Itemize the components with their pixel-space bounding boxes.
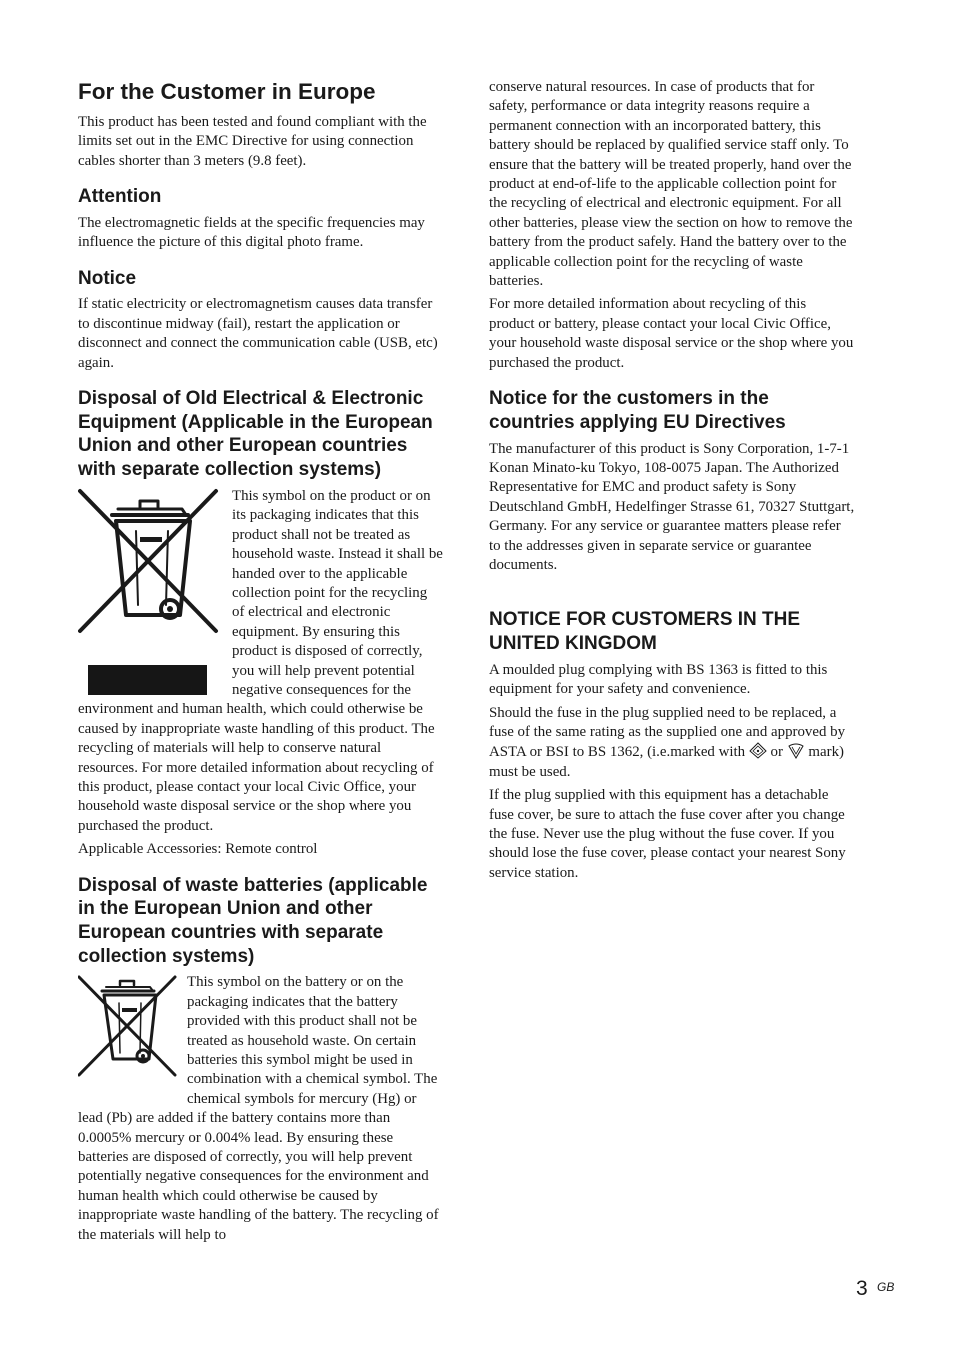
uk-fuse-text-a: Should the fuse in the plug supplied need to be replaced, a fuse of the same rating as the supplied one and approved by ASTA or BSI to BS 1362, (i.e.marked with (489, 704, 846, 761)
weee-bin-icon (78, 487, 232, 699)
eu-directives-text: The manufacturer of this product is Sony Corporation, 1-7-1 Konan Minato-ku Tokyo, 108-0075 Japan. The Authorized Representative for EMC and product safety is Sony Deutschland GmbH, Hedelfinger Strasse 61, 70327 Stuttgart, Germany. For any service or guarantee matters please refer to the addresses given in separate service or guarantee documents. (489, 440, 855, 573)
right-column (489, 78, 855, 887)
bsi-kitemark-icon (787, 742, 805, 759)
battery-bin-icon (78, 973, 187, 1093)
marking-bar (88, 665, 207, 695)
batteries-text: This symbol on the battery or on the packaging indicates that the battery provided with this product shall not be treated as household waste. On certain batteries this symbol might be used in combination with a chemical symbol. The chemical symbols for mercury (Hg) or lead (Pb) are added if the battery contains more than 0.0005% mercury or 0.004% lead. By ensuring these batteries are disposed of correctly, you will help prevent potentially negative consequences for the environment and human health which could otherwise be caused by inappropriate waste handling of the battery. The recycling of the materials will help to (78, 974, 439, 1243)
page-title: For the Customer in Europe (78, 79, 376, 104)
notice-heading: Notice (78, 267, 137, 289)
left-column (78, 76, 443, 1249)
uk-fuse-cover-text: If the plug supplied with this equipment has a detachable fuse cover, be sure to attach the fuse cover after you change the fuse. Never use the plug without the fuse cover. If you should lose the fuse cover, please contact your nearest Sony service station. (489, 787, 846, 881)
uk-plug-text: A moulded plug complying with BS 1363 is fitted to this equipment for your safety and convenience. (489, 661, 828, 698)
uk-fuse-text-b: mark) must be used. (489, 744, 844, 780)
eu-directives-heading: Notice for the customers in the countries applying EU Directives (489, 388, 786, 433)
notice-text: If static electricity or electromagnetism causes data transfer to discontinue midway (fail), restart the application or disconnect and connect the communication cable (USB, etc) again. (78, 296, 438, 371)
uk-fuse-text (489, 704, 855, 783)
emc-compliance-text: This product has been tested and found compliant with the limits set out in the EMC Directive for using connection cables shorter than 3 meters (9.8 feet). (78, 114, 427, 169)
page-number: 3 (856, 1277, 868, 1300)
page-language-code: GB (877, 1280, 895, 1294)
batteries-more-info: For more detailed information about recycling of this product or battery, please contact your local Civic Office, your household waste disposal service or the shop where you purchased the product. (489, 296, 854, 371)
asta-mark-icon (749, 742, 767, 759)
attention-heading: Attention (78, 186, 162, 208)
accessories-text: Applicable Accessories: Remote control (78, 841, 318, 858)
disposal-heading: Disposal of Old Electrical & Electronic Equipment (Applicable in the European Union and other European countries with separate collection systems) (78, 388, 433, 481)
batteries-text-continued: conserve natural resources. In case of products that for safety, performance or data integrity reasons require a permanent connection with an incorporated battery, this battery should be replaced by qualified service staff only. To ensure that the battery will be treated properly, hand over the product at end-of-life to the applicable collection point for the recycling of electrical and electronic equipment. For all other batteries, please view the section on how to remove the battery from the product safely. Hand the battery over to the applicable collection point for the recycling of waste batteries. (489, 79, 853, 290)
uk-notice-heading: NOTICE FOR CUSTOMERS IN THE UNITED KINGDOM (489, 609, 801, 655)
batteries-heading: Disposal of waste batteries (applicable in the European Union and other European countries with separate collection systems) (78, 874, 428, 967)
uk-fuse-text-or: or (770, 744, 783, 761)
attention-text: The electromagnetic fields at the specific frequencies may influence the picture of this digital photo frame. (78, 214, 425, 251)
disposal-text: This symbol on the product or on its packaging indicates that this product shall not be treated as household waste. Instead it shall be handed over to the applicable collection point for the recycling of electrical and electronic equipment. By ensuring this product is disposed of correctly, you will help prevent potential negative consequences for the environment and human health, which could otherwise be caused by inappropriate waste handling of this product. The recycling of materials will help to conserve natural resources. For more detailed information about recycling of this product, please contact your local Civic Office, your household waste disposal service or the shop where you purchased the product. (78, 487, 443, 834)
